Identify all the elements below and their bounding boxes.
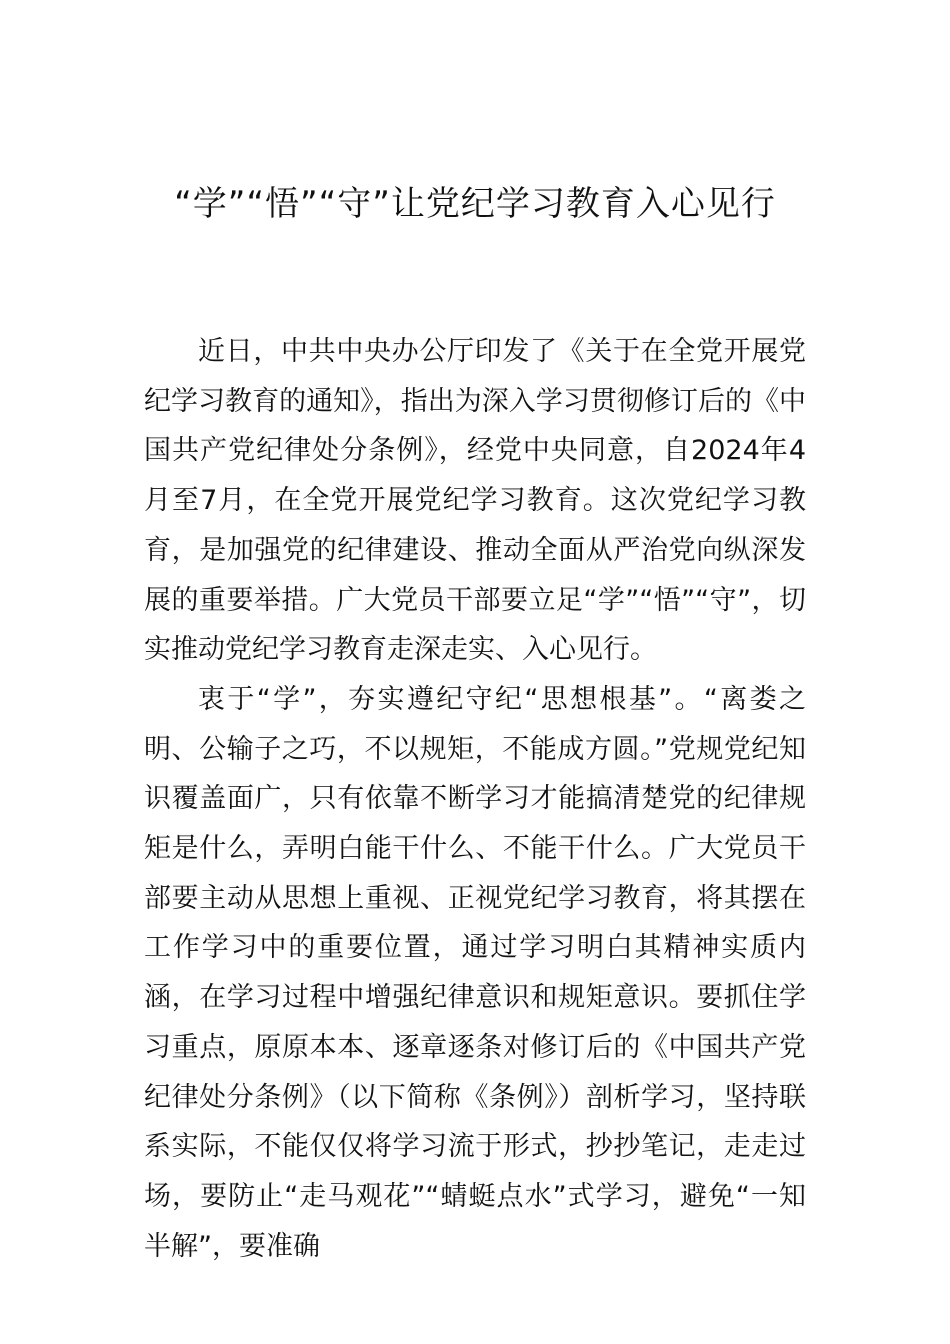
document-title: “学”“悟”“守”让党纪学习教育入心见行 bbox=[174, 184, 776, 224]
document-body bbox=[144, 327, 806, 1271]
paragraph-2: 衷于“学”，夯实遵纪守纪“思想根基”。“离娄之明、公输子之巧，不以规矩，不能成方圆。”党规党纪知识覆盖面广，只有依靠不断学习才能搞清楚党的纪律规矩是什么，弄明白能干什么、不能干什么。广大党员干部要主动从思想上重视、正视党纪学习教育，将其摆在工作学习中的重要位置，通过学习明白其精神实质内涵，在学习过程中增强纪律意识和规矩意识。要抓住学习重点，原原本本、逐章逐条对修订后的《中国共产党纪律处分条例》（以下简称《条例》）剖析学习，坚持联系实际，不能仅仅将学习流于形式，抄抄笔记，走走过场，要防止“走马观花”“蜻蜓点水”式学习，避免“一知半解”，要准确 bbox=[144, 683, 806, 1262]
paragraph-1: 近日，中共中央办公厅印发了《关于在全党开展党纪学习教育的通知》，指出为深入学习贯彻修订后的《中国共产党纪律处分条例》，经党中央同意，自2024年4月至7月，在全党开展党纪学习教育。这次党纪学习教育，是加强党的纪律建设、推动全面从严治党向纵深发展的重要举措。广大党员干部要立足“学”“悟”“守”，切实推动党纪学习教育走深走实、入心见行。 bbox=[144, 336, 806, 666]
